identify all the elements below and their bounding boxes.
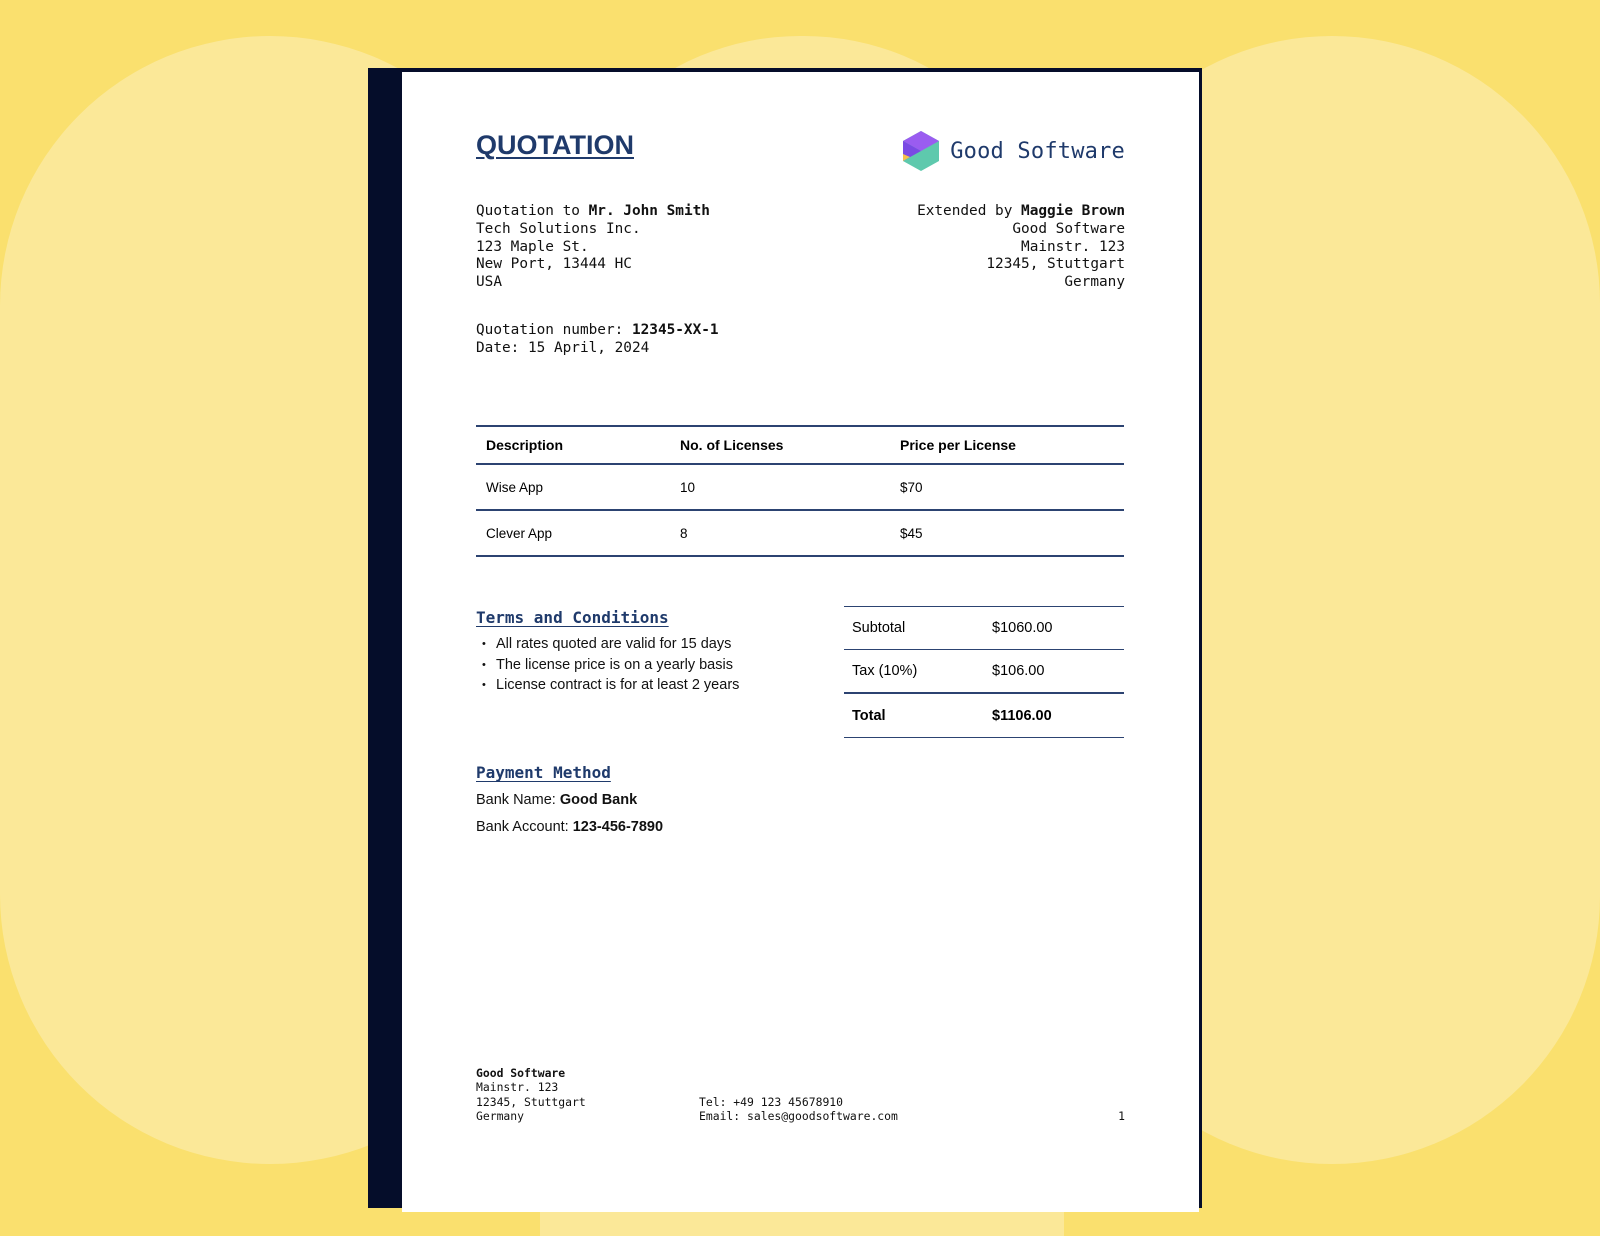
page-number: 1 <box>1118 1109 1125 1123</box>
total-label: Total <box>844 693 984 738</box>
quotation-document <box>402 72 1199 1212</box>
table-cell: $45 <box>900 525 923 541</box>
list-item: • License contract is for at least 2 years <box>476 675 739 696</box>
recipient-street: 123 Maple St. <box>476 238 589 255</box>
sender-prefix: Extended by <box>917 203 1022 219</box>
subtotal-row <box>844 607 1124 650</box>
terms-list <box>476 634 739 696</box>
footer-country: Germany <box>476 1109 525 1124</box>
footer-email: Email: sales@goodsoftware.com <box>699 1109 898 1124</box>
line-items-table <box>476 425 1124 557</box>
table-cell: 10 <box>680 479 696 495</box>
table-header-row <box>476 426 1124 464</box>
bank-name-line <box>476 792 637 808</box>
recipient-company: Tech Solutions Inc. <box>476 220 641 237</box>
sender-city: 12345, Stuttgart <box>986 256 1125 273</box>
footer-street: Mainstr. 123 <box>476 1080 559 1095</box>
footer-city: 12345, Stuttgart <box>476 1094 586 1109</box>
terms-title: Terms and Conditions <box>476 608 669 627</box>
sender-address <box>917 203 1125 292</box>
bank-account-line <box>476 819 663 835</box>
hexagon-logo-icon <box>902 130 940 172</box>
subtotal-label: Subtotal <box>844 607 984 650</box>
totals-table <box>844 606 1124 738</box>
footer-contact <box>699 1095 898 1124</box>
table-cell: Clever App <box>486 525 553 541</box>
table-row <box>476 510 1124 556</box>
subtotal-value: $1060.00 <box>984 607 1124 650</box>
quotation-date: Date: 15 April, 2024 <box>476 339 650 356</box>
footer-company: Good Software <box>476 1066 566 1080</box>
bank-name-label: Bank Name: <box>476 792 560 808</box>
bank-account-label: Bank Account: <box>476 819 573 835</box>
quotation-meta <box>476 322 719 358</box>
column-header: Description <box>486 437 564 453</box>
document-title: QUOTATION <box>476 130 634 160</box>
company-name: Good Software <box>950 138 1125 164</box>
bank-account-value: 123-456-7890 <box>572 819 664 835</box>
footer-tel: Tel: +49 123 45678910 <box>699 1095 844 1109</box>
recipient-prefix: Quotation to <box>476 203 589 219</box>
sender-name: Maggie Brown <box>1021 203 1125 219</box>
tax-value: $106.00 <box>984 650 1124 694</box>
sender-company: Good Software <box>1012 220 1125 237</box>
list-item: • All rates quoted are valid for 15 days <box>476 634 739 655</box>
recipient-city: New Port, 13444 HC <box>476 256 632 273</box>
sender-street: Mainstr. 123 <box>1021 238 1125 255</box>
list-item: • The license price is on a yearly basis <box>476 655 739 676</box>
table-cell: 8 <box>680 525 688 541</box>
sender-country: Germany <box>1064 274 1125 291</box>
recipient-name: Mr. John Smith <box>588 203 710 219</box>
quotation-number: 12345-XX-1 <box>631 322 719 338</box>
company-brand <box>902 130 1125 172</box>
tax-row <box>844 650 1124 694</box>
payment-title: Payment Method <box>476 763 611 782</box>
tax-label: Tax (10%) <box>844 650 984 694</box>
table-row <box>476 464 1124 510</box>
bank-name-value: Good Bank <box>559 792 638 808</box>
total-value: $1106.00 <box>984 693 1124 738</box>
total-row <box>844 693 1124 738</box>
column-header: No. of Licenses <box>680 437 784 453</box>
column-header: Price per License <box>900 437 1016 453</box>
table-cell: $70 <box>900 479 923 495</box>
recipient-country: USA <box>476 274 502 291</box>
quotation-number-label: Quotation number: <box>476 322 632 338</box>
recipient-address <box>476 203 710 292</box>
footer-address <box>476 1066 586 1124</box>
table-cell: Wise App <box>486 479 544 495</box>
